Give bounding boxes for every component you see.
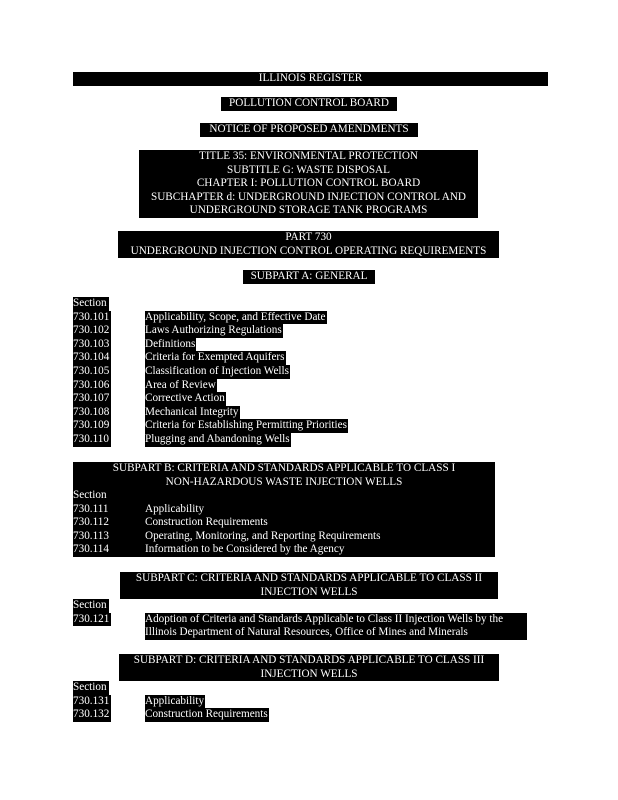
toc-row[interactable]: 730.105 Classification of Injection Wells	[73, 364, 289, 377]
section-label: Section	[73, 599, 107, 611]
subpart-b-block: SUBPART B: CRITERIA AND STANDARDS APPLICABLE TO CLASS I NON-HAZARDOUS WASTE INJECTION WELLS	[73, 462, 495, 489]
toc-row[interactable]: 730.108 Mechanical Integrity	[73, 405, 239, 418]
toc-row[interactable]: 730.106 Area of Review	[73, 378, 216, 391]
toc-row[interactable]: 730.109 Criteria for Establishing Permitting Priorities	[73, 419, 347, 432]
title-line: UNDERGROUND STORAGE TANK PROGRAMS	[189, 204, 428, 217]
section-title-line: Adoption of Criteria and Standards Applicable to Class II Injection Wells by the	[145, 612, 504, 625]
subpart-d-toc	[73, 681, 373, 722]
toc-row[interactable]: 730.131 Applicability	[73, 694, 205, 707]
subpart-c-toc	[73, 599, 528, 640]
toc-row[interactable]: 730.112 Construction Requirements	[73, 516, 268, 529]
toc-row[interactable]: 730.113 Operating, Monitoring, and Reporting Requirements	[73, 529, 381, 542]
toc-row[interactable]: 730.111 Applicability	[73, 502, 205, 515]
section-label: Section	[73, 681, 107, 693]
toc-row[interactable]: 730.121 Adoption of Criteria and Standards Applicable to Class II Injection Wells by the Illinois Department of Natural Resources, Office of Mines and Minerals	[73, 613, 528, 640]
toc-row[interactable]: 730.107 Corrective Action	[73, 392, 225, 405]
title-line: CHAPTER I: POLLUTION CONTROL BOARD	[196, 177, 421, 190]
toc-row[interactable]: 730.101 Applicability, Scope, and Effective Date	[73, 310, 326, 323]
part-heading: PART 730 UNDERGROUND INJECTION CONTROL OPERATING REQUIREMENTS	[118, 231, 499, 258]
board-title: POLLUTION CONTROL BOARD	[221, 97, 397, 111]
subpart-b-toc	[73, 489, 495, 557]
toc-row[interactable]: 730.102 Laws Authorizing Regulations	[73, 324, 282, 337]
notice-title: NOTICE OF PROPOSED AMENDMENTS	[200, 123, 418, 137]
section-title-line: Illinois Department of Natural Resources, Office of Mines and Minerals	[145, 626, 468, 639]
subpart-a-heading: SUBPART A: GENERAL	[243, 270, 375, 284]
title-block	[139, 150, 478, 218]
subpart-d-heading: SUBPART D: CRITERIA AND STANDARDS APPLICABLE TO CLASS III INJECTION WELLS	[119, 654, 499, 681]
title-line: TITLE 35: ENVIRONMENTAL PROTECTION	[199, 150, 418, 162]
section-label: Section	[73, 489, 107, 501]
register-title: ILLINOIS REGISTER	[73, 72, 548, 86]
toc-row[interactable]: 730.110 Plugging and Abandoning Wells	[73, 432, 290, 445]
toc-row[interactable]: 730.103 Definitions	[73, 337, 196, 350]
toc-row[interactable]: 730.104 Criteria for Exempted Aquifers	[73, 351, 285, 364]
toc-row[interactable]: 730.132 Construction Requirements	[73, 708, 268, 721]
section-label: Section	[73, 297, 107, 309]
subpart-c-heading: SUBPART C: CRITERIA AND STANDARDS APPLICABLE TO CLASS II INJECTION WELLS	[120, 572, 498, 599]
subpart-a-toc	[73, 297, 373, 447]
title-line: SUBTITLE G: WASTE DISPOSAL	[227, 163, 390, 176]
toc-row[interactable]: 730.114 Information to be Considered by the Agency	[73, 543, 345, 556]
title-line: SUBCHAPTER d: UNDERGROUND INJECTION CONTROL AND	[150, 190, 467, 203]
